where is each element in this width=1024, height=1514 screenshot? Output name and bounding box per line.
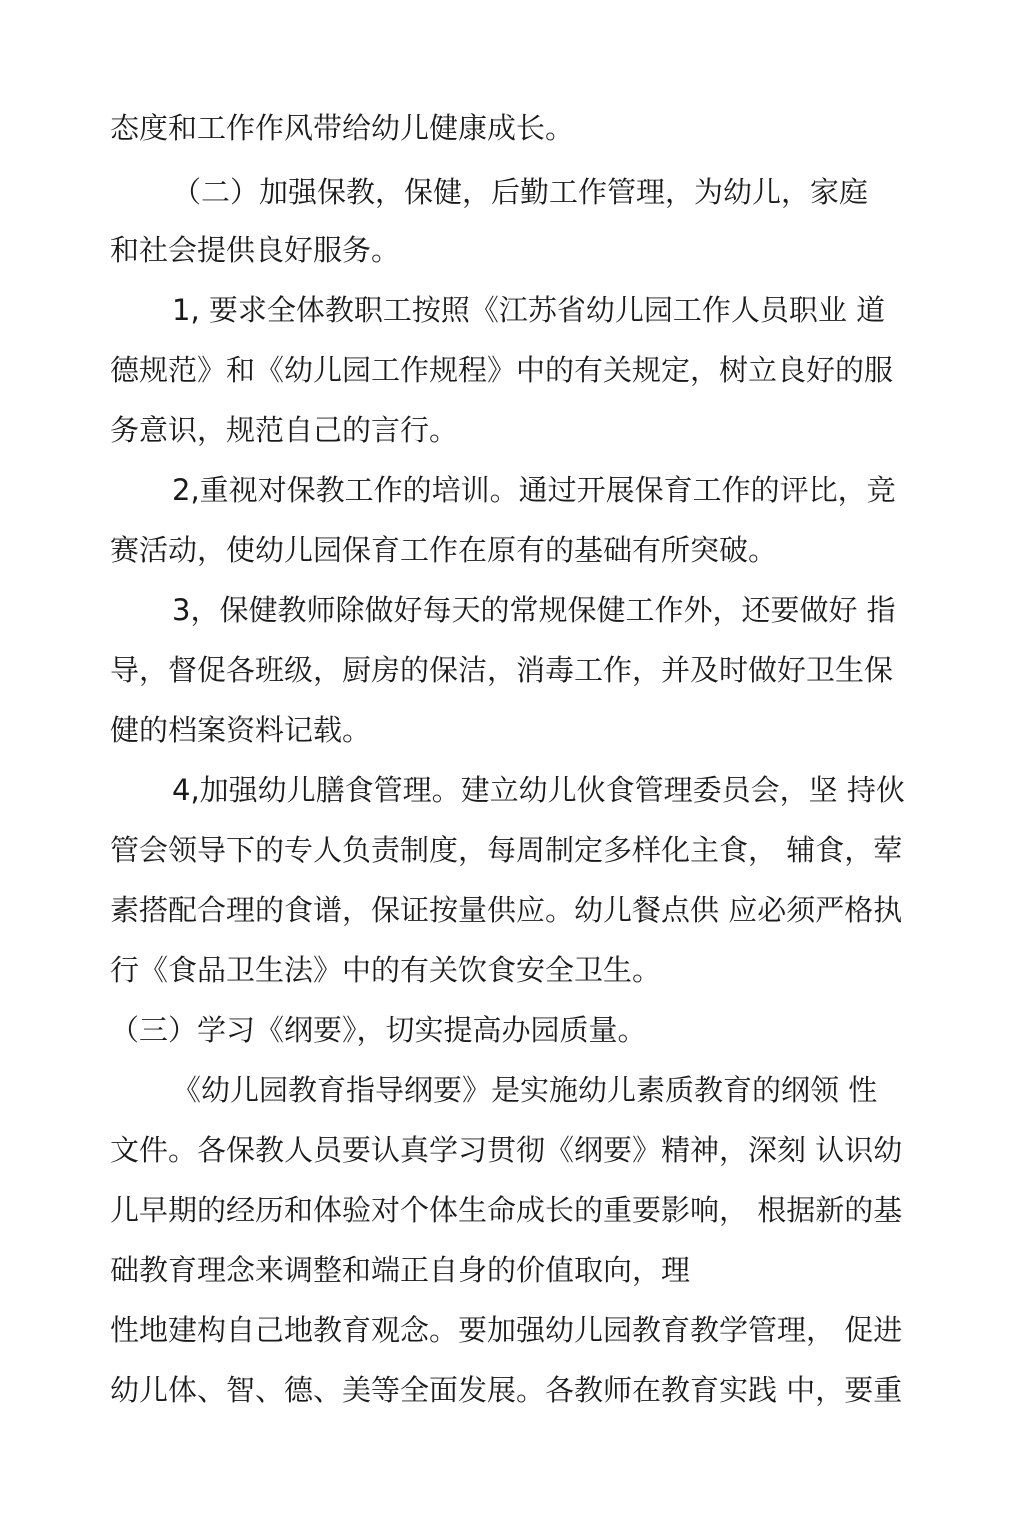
text-line-1: 态度和工作作风带给幼儿健康成长。	[110, 111, 575, 145]
list-item-2-line-2: 赛活动，使幼儿园保育工作在原有的基础有所突破。	[110, 533, 778, 567]
list-item-4-line-4: 行《食品卫生法》中的有关饮食安全卫生。	[110, 953, 662, 987]
list-item-2-line-1: 2,重视对保教工作的培训。通过开展保育工作的评比，竞	[172, 473, 896, 507]
list-item-1-line-3: 务意识，规范自己的言行。	[110, 413, 459, 447]
paragraph-line-2: 文件。各保教人员要认真学习贯彻《纲要》精神，深刻 认识幼	[110, 1133, 903, 1167]
list-item-4-line-2: 管会领导下的专人负责制度，每周制定多样化主食， 辅食，荤	[110, 833, 903, 867]
paragraph-line-4: 础教育理念来调整和端正自身的价值取向，理	[110, 1253, 691, 1287]
section-heading-3: （三）学习《纲要》，切实提高办园质量。	[110, 1013, 647, 1047]
paragraph-line-1: 《幼儿园教育指导纲要》是实施幼儿素质教育的纲领 性	[172, 1073, 878, 1107]
list-item-3-line-3: 健的档案资料记载。	[110, 713, 372, 747]
text-line-3: 和社会提供良好服务。	[110, 233, 401, 267]
list-item-4-line-3: 素搭配合理的食谱，保证按量供应。幼儿餐点供 应必须严格执	[110, 893, 903, 927]
section-heading-2: （二）加强保教，保健，后勤工作管理，为幼儿，家庭	[172, 175, 869, 209]
list-item-1-line-2: 德规范》和《幼儿园工作规程》中的有关规定，树立良好的服	[110, 353, 894, 387]
list-item-3-line-2: 导，督促各班级，厨房的保洁，消毒工作，并及时做好卫生保	[110, 653, 894, 687]
list-item-3-line-1: 3，保健教师除做好每天的常规保健工作外，还要做好 指	[172, 593, 896, 627]
list-item-4-line-1: 4,加强幼儿膳食管理。建立幼儿伙食管理委员会，坚 持伙	[172, 773, 905, 807]
paragraph-line-5: 性地建构自己地教育观念。要加强幼儿园教育教学管理， 促进	[110, 1313, 903, 1347]
list-item-1-line-1: 1, 要求全体教职工按照《江苏省幼儿园工作人员职业 道	[172, 293, 886, 327]
paragraph-line-6: 幼儿体、智、德、美等全面发展。各教师在教育实践 中，要重	[110, 1373, 903, 1407]
paragraph-line-3: 儿早期的经历和体验对个体生命成长的重要影响， 根据新的基	[110, 1193, 903, 1227]
